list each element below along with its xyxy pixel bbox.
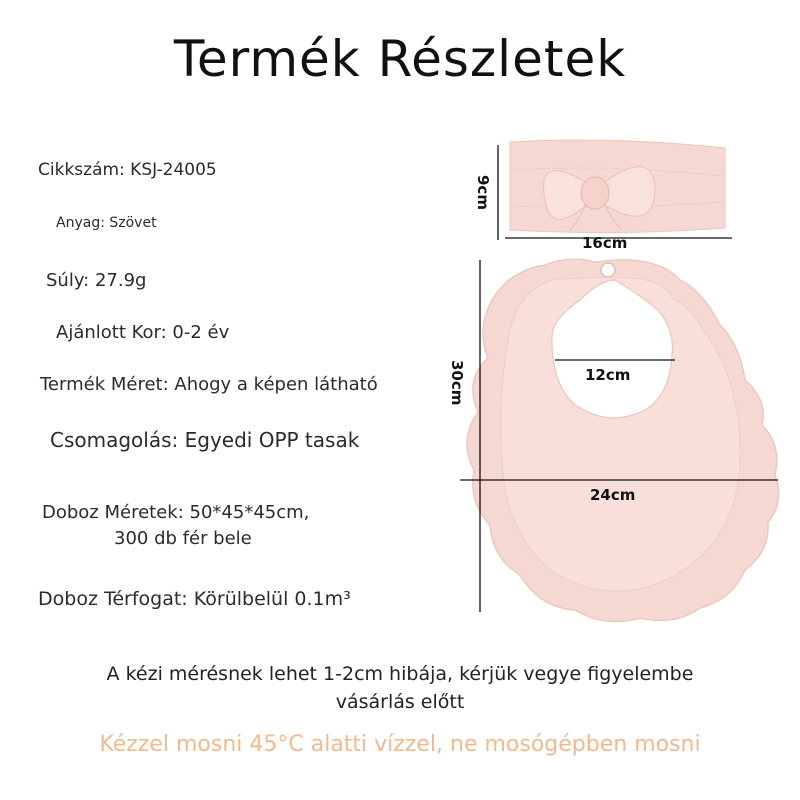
bib-height-label: 30cm	[448, 360, 466, 406]
product-figure	[440, 130, 790, 630]
headband-width-label: 16cm	[582, 234, 628, 252]
measurement-note: A kézi mérésnek lehet 1-2cm hibája, kérjük vegye figyelembe vásárlás előtt	[106, 663, 694, 713]
spec-box-dimensions	[42, 500, 309, 552]
page-title: Termék Részletek	[173, 30, 627, 88]
spec-box-dimensions-line1: Doboz Méretek: 50*45*45cm,	[42, 502, 310, 523]
bib-image	[467, 259, 779, 621]
spec-item-number: Cikkszám: KSJ-24005	[38, 160, 217, 180]
headband-height-label: 9cm	[474, 175, 492, 210]
bib-width-label: 24cm	[590, 486, 636, 504]
spec-box-dimensions-line2: 300 db fér bele	[114, 528, 252, 549]
spec-material: Anyag: Szövet	[56, 215, 157, 231]
spec-packaging: Csomagolás: Egyedi OPP tasak	[50, 428, 360, 452]
spec-product-size: Termék Méret: Ahogy a képen látható	[40, 374, 378, 395]
headband-image	[510, 140, 725, 233]
bib-neck-label: 12cm	[585, 366, 631, 384]
spec-box-volume: Doboz Térfogat: Körülbelül 0.1m³	[38, 588, 351, 610]
wash-warning: Kézzel mosni 45°C alatti vízzel, ne mosógépben mosni	[99, 732, 701, 757]
spec-weight: Súly: 27.9g	[46, 270, 147, 291]
spec-recommended-age: Ajánlott Kor: 0-2 év	[56, 322, 230, 343]
product-illustration	[440, 130, 790, 630]
snap-button-icon	[601, 263, 615, 277]
